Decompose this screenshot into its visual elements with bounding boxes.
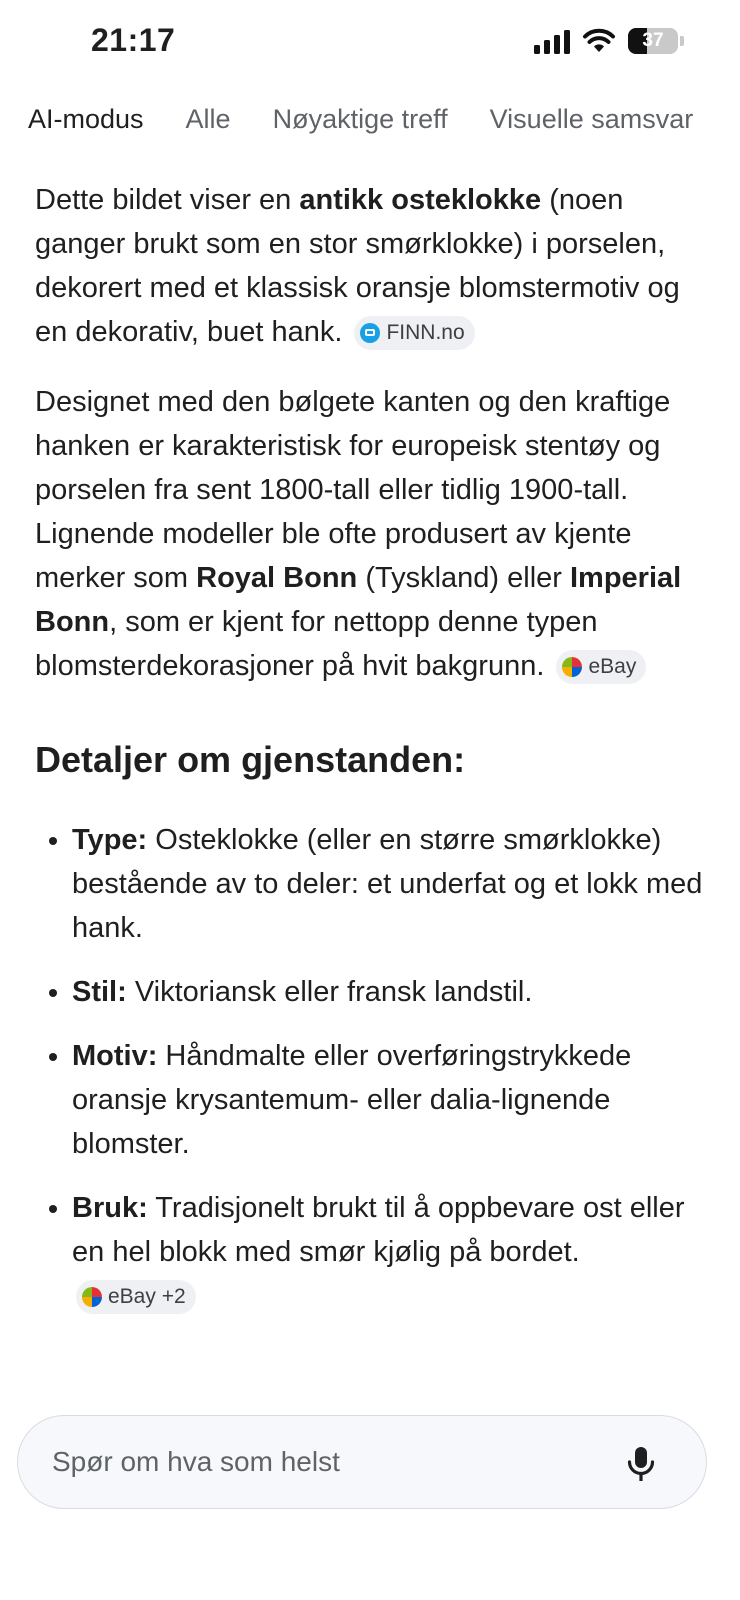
answer-paragraph-1: [35, 178, 705, 354]
source-chip-label: eBay +2: [108, 1285, 186, 1309]
status-time: 21:17: [91, 22, 176, 58]
ask-input-bar[interactable]: [17, 1415, 707, 1509]
ask-input-placeholder[interactable]: Spør om hva som helst: [52, 1446, 340, 1477]
search-tabs: [28, 104, 693, 135]
source-chip-ebay[interactable]: [556, 650, 646, 684]
para1-text-2: (noen ganger brukt som en stor smørklokke) i porselen, dekorert med et klassisk oransje blomstermotiv og en dekorativ, buet hank.: [35, 184, 680, 348]
battery-tip: [680, 36, 684, 46]
source-chip-label: eBay: [588, 655, 637, 679]
wifi-icon: [582, 28, 616, 54]
details-list: [35, 818, 705, 1318]
list-item: [72, 1034, 705, 1166]
answer-paragraph-2: [35, 380, 705, 688]
details-heading: Detaljer om gjenstanden:: [35, 739, 466, 780]
item-text: Tradisjonelt brukt til å oppbevare ost eller en hel blokk med smør kjølig på bordet.: [72, 1192, 685, 1268]
para1-text-1: Dette bildet viser en: [35, 184, 300, 216]
para2-text-2: (Tyskland) eller: [357, 562, 570, 594]
source-chip-label: FINN.no: [386, 321, 465, 345]
status-bar: [0, 0, 740, 90]
source-chip-finn[interactable]: [354, 316, 474, 350]
cellular-signal-icon: [534, 28, 570, 54]
ebay-icon: [82, 1287, 102, 1307]
para1-bold: antikk osteklokke: [299, 184, 542, 216]
tab-ai-modus[interactable]: AI-modus: [28, 104, 144, 134]
ai-answer: [35, 178, 705, 1338]
tab-noyaktige-treff[interactable]: Nøyaktige treff: [272, 104, 448, 134]
para2-text-3: , som er kjent for nettopp denne typen blomsterdekorasjoner på hvit bakgrunn.: [35, 606, 598, 682]
item-label: Bruk:: [72, 1192, 148, 1224]
item-text: Osteklokke (eller en større smørklokke) bestående av to deler: et underfat og et lokk med hank.: [72, 824, 703, 944]
finn-icon: [360, 323, 380, 343]
battery-level: 37: [642, 30, 664, 51]
item-label: Stil:: [72, 976, 127, 1008]
source-chip-ebay-more[interactable]: [76, 1280, 196, 1314]
mic-icon[interactable]: [626, 1446, 656, 1482]
battery-icon: [628, 28, 678, 54]
status-icons: [534, 28, 684, 54]
para2-bold-2: Imperial Bonn: [35, 562, 682, 638]
item-label: Type:: [72, 824, 148, 856]
list-item: [72, 1186, 705, 1318]
tab-alle[interactable]: Alle: [185, 104, 231, 134]
para2-text-1: Designet med den bølgete kanten og den kraftige hanken er karakteristisk for europeisk stentøy og porselen fra sent 1800-tall eller tidlig 1900-tall. Lignende modeller ble ofte produsert av kjente merker som: [35, 386, 671, 594]
item-label: Motiv:: [72, 1040, 158, 1072]
list-item: [72, 970, 705, 1014]
tab-visuelle-samsvar[interactable]: Visuelle samsvar: [489, 104, 694, 134]
para2-bold-1: Royal Bonn: [196, 562, 358, 594]
ebay-icon: [562, 657, 582, 677]
item-text: Håndmalte eller overføringstrykkede oransje krysantemum- eller dalia-lignende blomster.: [72, 1040, 632, 1160]
list-item: [72, 818, 705, 950]
item-text: Viktoriansk eller fransk landstil.: [126, 976, 533, 1008]
